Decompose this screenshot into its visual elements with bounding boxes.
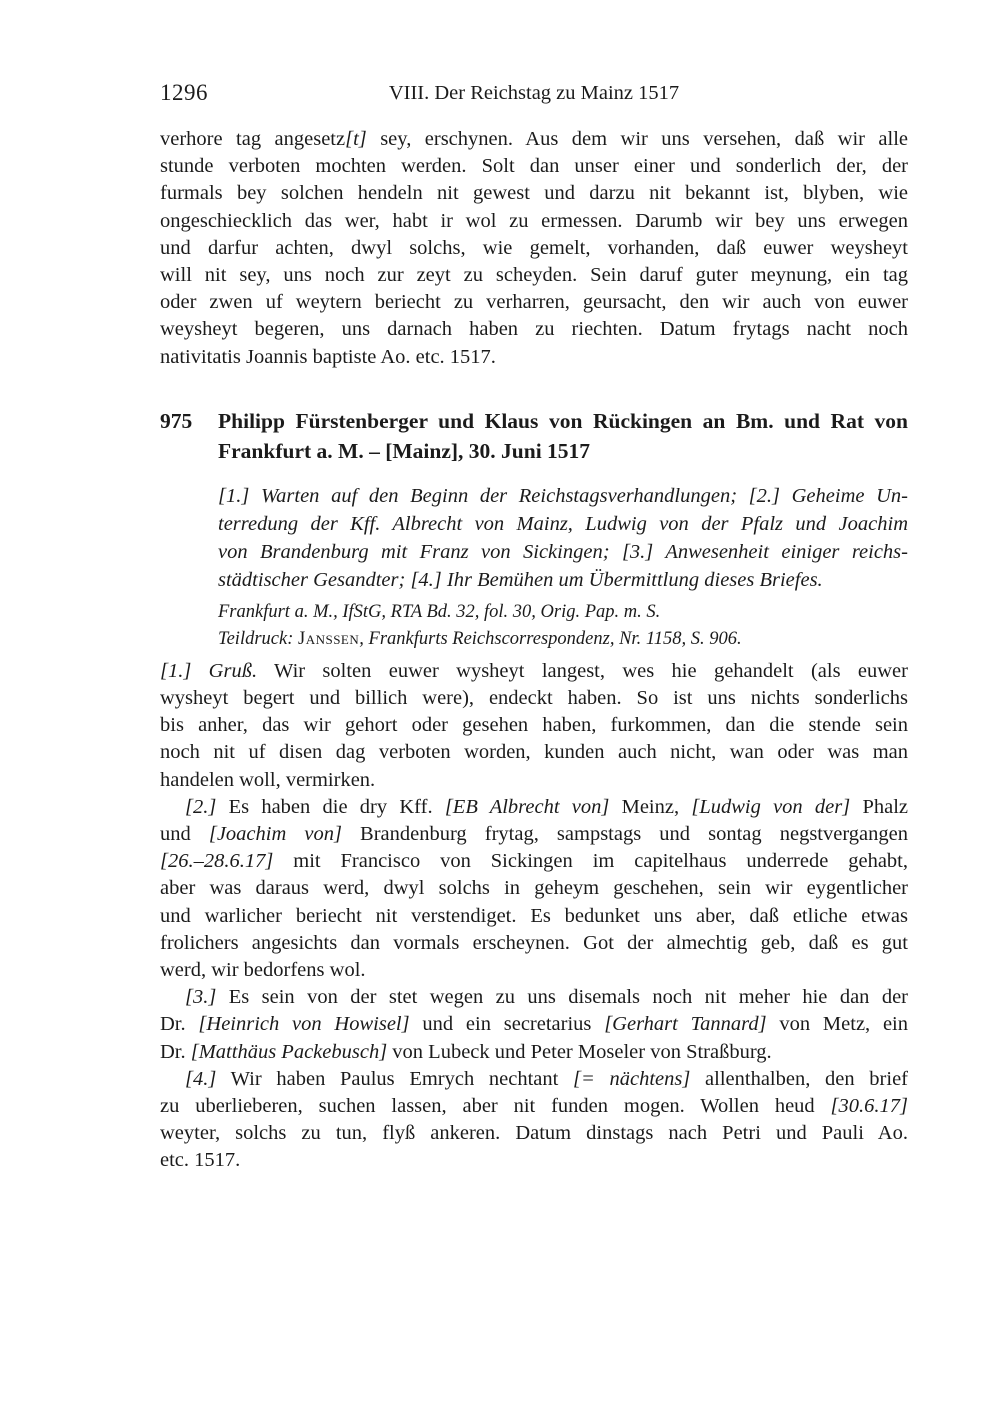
text-line: aber was daraus werd, dwyl solchs in geheym geschehen, sein wir eygentlicher: [160, 877, 908, 900]
entry-source: [218, 599, 908, 653]
letter-paragraph: [160, 658, 908, 794]
text-line: Frankfurt a. M. – [Mainz], 30. Juni 1517: [218, 438, 591, 463]
intro-paragraph: [160, 126, 908, 371]
text-line: [2.] Es haben die dry Kff. [EB Albrecht von] Meinz, [Ludwig von der] Phalz: [185, 795, 909, 818]
page-header: [160, 80, 908, 110]
text-line: und warlicher beriecht nit verstendiget. Es bedunket uns aber, daß etliche etwas: [160, 904, 908, 927]
text-line: von Brandenburg mit Franz von Sickingen; [3.] Anwesenheit einiger reichs-: [218, 540, 908, 563]
text-line: bis anher, das wir gehort oder gesehen haben, furkommen, dan die stende sein: [160, 714, 908, 737]
text-line: will nit sey, uns noch zur zeyt zu scheyden. Sein daruf guter meynung, ein tag: [160, 264, 908, 287]
entry-summary: [218, 482, 908, 594]
text-line: terredung der Kff. Albrecht von Mainz, Ludwig von der Pfalz und Joachim: [218, 512, 908, 535]
text-line: Teildruck: Janssen, Frankfurts Reichscorrespondenz, Nr. 1158, S. 906.: [218, 628, 742, 649]
letter-paragraph: [160, 984, 908, 1066]
running-title: VIII. Der Reichstag zu Mainz 1517: [388, 82, 680, 104]
text-line: stunde verboten mochten werden. Solt dan unser einer und sonderlich der, der: [160, 155, 908, 178]
text-line: und [Joachim von] Brandenburg frytag, sampstags und sontag negstvergangen: [160, 823, 908, 846]
page-number: 1296: [160, 80, 208, 105]
letter-paragraph: [160, 1066, 908, 1175]
text-line: [3.] Es sein von der stet wegen zu uns disemals noch nit meher hie dan der: [185, 986, 908, 1009]
text-line: Dr. [Heinrich von Howisel] und ein secretarius [Gerhart Tannard] von Metz, ein: [160, 1013, 908, 1036]
text-line: ongeschiecklich das wer, habt ir wol zu ermessen. Darumb wir bey uns erwegen: [160, 209, 908, 232]
text-line: etc. 1517.: [160, 1149, 241, 1172]
entry-heading: [160, 406, 908, 466]
text-line: frolichers angesichts dan vormals erscheynen. Got der almechtig geb, daß es gut: [160, 931, 908, 954]
text-line: furmals bey solchen hendeln nit gewest und darzu nit bekannt ist, blyben, wie: [160, 182, 908, 205]
text-line: nativitatis Joannis baptiste Ao. etc. 1517.: [160, 345, 496, 368]
text-line: [1.] Warten auf den Beginn der Reichstagsverhandlungen; [2.] Geheime Un-: [218, 484, 908, 507]
text-line: [26.–28.6.17] mit Francisco von Sickingen im capitelhaus underrede gehabt,: [160, 850, 908, 873]
text-line: [4.] Wir haben Paulus Emrych nechtant [= nächtens] allenthalben, den brief: [185, 1067, 908, 1090]
entry-title: [218, 406, 908, 466]
text-line: Dr. [Matthäus Packebusch] von Lubeck und Peter Moseler von Straßburg.: [160, 1040, 772, 1063]
text-line: handelen woll, vermirken.: [160, 768, 376, 791]
text-line: verhore tag angesetz[t] sey, erschynen. Aus dem wir uns versehen, daß wir alle: [160, 128, 909, 150]
letter-body: [160, 658, 908, 1175]
text-line: oder zwen uf weytern beriecht zu verharren, geursacht, den wir auch von euwer: [160, 291, 908, 314]
text-line: städtischer Gesandter; [4.] Ihr Bemühen um Übermittlung dieses Briefes.: [218, 568, 823, 591]
text-line: weyter, solchs zu tun, flyß ankeren. Datum dinstags nach Petri und Pauli Ao.: [160, 1122, 908, 1145]
letter-paragraph: [160, 794, 908, 984]
text-line: wysheyt begert und billich were), endeckt haben. So ist uns nichts sonderlichs: [160, 687, 908, 710]
text-line: und darfur achten, dwyl solchs, wie gemelt, vorhanden, daß euwer weysheyt: [160, 236, 908, 259]
text-line: weysheyt begeren, uns darnach haben zu riechten. Datum frytags nacht noch: [160, 318, 908, 341]
entry-number: 975: [160, 408, 193, 433]
text-line: Frankfurt a. M., IfStG, RTA Bd. 32, fol. 30, Orig. Pap. m. S.: [218, 601, 661, 622]
text-line: zu uberlieberen, suchen lassen, aber nit funden mogen. Wollen heud [30.6.17]: [160, 1095, 908, 1118]
text-line: noch nit uf disen dag verboten worden, kunden auch nicht, wan oder was man: [160, 741, 908, 764]
text-line: [1.] Gruß. Wir solten euwer wysheyt langest, wes hie gehandelt (als euwer: [160, 659, 908, 682]
text-line: werd, wir bedorfens wol.: [160, 959, 366, 982]
text-column: [160, 80, 908, 1175]
text-line: Philipp Fürstenberger und Klaus von Rückingen an Bm. und Rat von: [218, 408, 908, 433]
